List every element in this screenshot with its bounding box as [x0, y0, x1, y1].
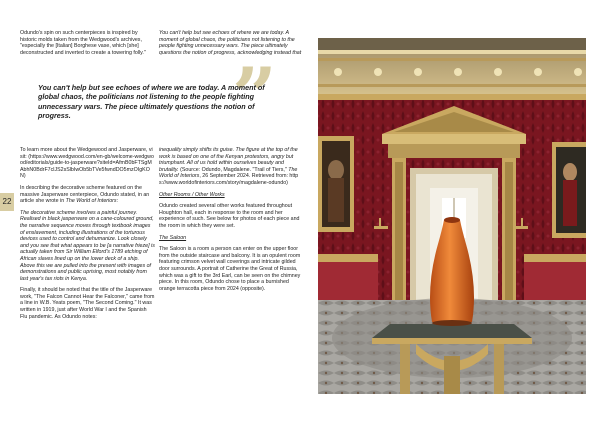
other-works-paragraph: Odundo created several other works featured throughout Houghton hall, each in response to the room and her experience of such. See below for photos of each piece and the room in which they were set. — [159, 203, 300, 229]
description-paragraph — [20, 185, 155, 205]
section-heading-saloon: The Saloon — [159, 234, 187, 241]
left-top-column — [20, 30, 155, 61]
quote-paragraph-start: You can't help but see echoes of where we are today. A moment of global chaos, the politicians not listening to the people fighting unnecessary wars. The piece ultimately questions the notion of progress, acknowledging instead that — [159, 30, 302, 56]
section-heading-other-rooms: Other Rooms / Other Works — [159, 191, 225, 198]
intro-paragraph: Odundo's spin on such centerpieces is inspired by historic molds taken from the Wedgwood's archives, "especially the [Italian] Borghese vase, which [she] deconstructed and inverted to create a towering folly." — [20, 30, 146, 56]
link-paragraph: To learn more about the Wedgewood and Jasperware, visit: (https://www.wedgwood.com/en-gb/welcome-wedgwood/editorials/guide-to-jasperware?siteId=AfmB0bFTSgMAbhN0BdrF7clJS2sSlbIwOb5bTVe5fwndDO5mzOIgKON) — [20, 147, 154, 180]
page-number: 22 — [0, 193, 14, 211]
description-text: In describing the decorative scheme featured on the massive Jasperware centerpiece, Odundo stated, in an article she wrote in — [20, 184, 150, 205]
left-bottom-column — [20, 147, 155, 325]
pull-quote: You can't help but see echoes of where we are today. A moment of global chaos, the politicians not listening to the people fighting unnecessary wars. The piece ultimately questions the notion of progress. — [38, 83, 265, 121]
quote-mark-icon: ” — [232, 51, 273, 142]
source-end: , 26 September 2024. Retrieved from: https://www.worldofinteriors.com/story/magdalene-odundo) — [159, 173, 299, 186]
right-bottom-column — [159, 147, 302, 297]
magazine-title: The World of Interiors — [65, 198, 117, 205]
source-magazine: The World of Interiors — [159, 166, 298, 180]
quote-end-text: inequality simply shifts its guise. The figure at the top of the work is based on one of the Kenyan protestors, angry but triumphant. All of us hold within ourselves beauty and brutality. — [159, 147, 298, 173]
saloon-paragraph: The Saloon is a room a person can enter on the upper floor from the outside staircase and balcony. It is an opulent room featuring crimson velvet wall coverings and intricate gilded door surrounds. A portrait of Catherine the Great of Russia, which was a gift to the 3rd Earl, can be seen on the chimney piece. In this room, Odundo chose to place a burnished orange terracotta piece from 2024 (opposite). — [159, 246, 301, 292]
right-top-column — [159, 30, 302, 61]
description-end: : — [116, 198, 119, 205]
saloon-room-photo — [318, 38, 586, 394]
source-text: (Source: Odundo, Magdalene. "Trail of Tiers," — [178, 166, 289, 173]
odundo-quote-paragraph: The decorative scheme involves a painful journey. Realised in black jasperware on a cane-coloured ground, the narrative sequence moves through textbook images of enslavement, including illustrations of the torturous devices used to control and dehumanize. Look closely and you see that what appears to be [a narrative frieze] is actually taken from Sir William Elford's 1789 etching of African slaves lined up on the lower deck of a ship. Above this we are pulled into the present with images of demonstrations and public uprising, most notably from last year's tax riots in Kenya. — [20, 209, 155, 282]
title-note-paragraph: Finally, it should be noted that the title of the Jasperware work, "The Falcon Cannot Hear the Falconer," came from a line in W.B. Yeats poem, "The Second Coming." It was written in 1919, just after World War I and the Spanish Flu pandemic. As Odundo notes: — [20, 287, 155, 320]
quote-continuation — [159, 147, 302, 187]
